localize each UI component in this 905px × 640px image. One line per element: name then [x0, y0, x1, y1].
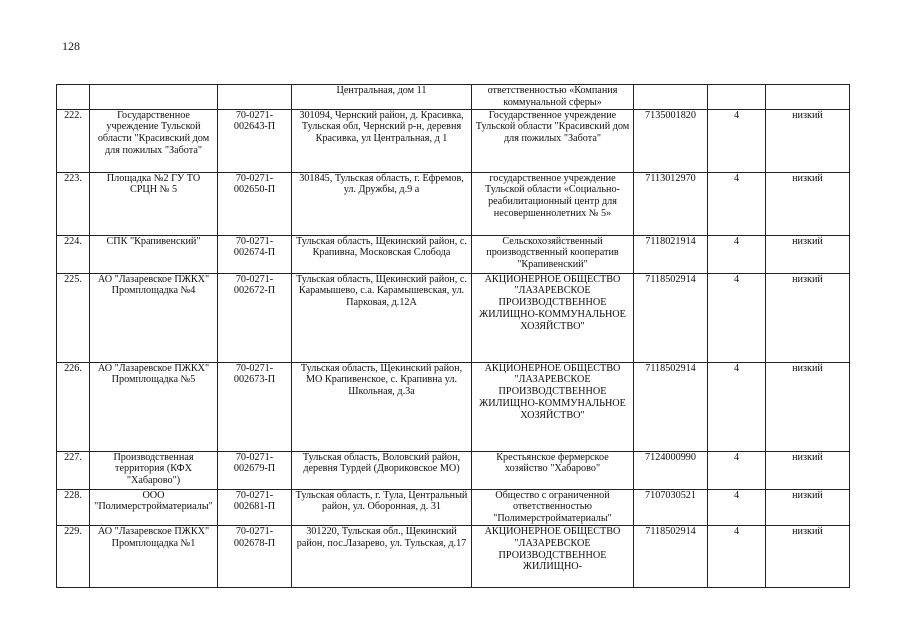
object-name: Площадка №2 ГУ ТО СРЦН № 5: [90, 172, 218, 235]
operator-name: ответственностью «Компания коммунальной сферы»: [472, 85, 634, 110]
object-code: 70-0271-002643-П: [218, 109, 292, 172]
table-row: [57, 273, 850, 362]
object-address: 301845, Тульская область, г. Ефремов, ул. Дружбы, д.9 а: [292, 172, 472, 235]
object-address: 301220, Тульская обл., Щекинский район, пос.Лазарево, ул. Тульская, д.17: [292, 525, 472, 587]
row-number: 224.: [57, 235, 90, 273]
object-name: СПК "Крапивенский": [90, 235, 218, 273]
operator-name: Общество с ограниченной ответственностью "Полимерстройматериалы": [472, 489, 634, 525]
object-address: Тульская область, Щекинский район, с. Карамышево, с.а. Карамышевская, ул. Парковая, д.12А: [292, 273, 472, 362]
row-number: 222.: [57, 109, 90, 172]
operator-name: АКЦИОНЕРНОЕ ОБЩЕСТВО "ЛАЗАРЕВСКОЕ ПРОИЗВОДСТВЕННОЕ ЖИЛИЩНО-КОММУНАЛЬНОЕ ХОЗЯЙСТВО": [472, 273, 634, 362]
object-category: 4: [708, 235, 766, 273]
object-code: 70-0271-002650-П: [218, 172, 292, 235]
object-name: АО "Лазаревское ПЖКХ" Промплощадка №5: [90, 362, 218, 451]
object-category: 4: [708, 109, 766, 172]
object-address: 301094, Чернский район, д. Красивка, Тульская обл, Чернский р-н, деревня Красивка, ул Центральная, д 1: [292, 109, 472, 172]
risk-level: низкий: [766, 451, 850, 489]
operator-name: АКЦИОНЕРНОЕ ОБЩЕСТВО "ЛАЗАРЕВСКОЕ ПРОИЗВОДСТВЕННОЕ ЖИЛИЩНО-: [472, 525, 634, 587]
object-address: Тульская область, г. Тула, Центральный район, ул. Оборонная, д. 31: [292, 489, 472, 525]
registry-table: [56, 84, 850, 588]
object-category: 4: [708, 362, 766, 451]
risk-level: низкий: [766, 109, 850, 172]
object-code: 70-0271-002681-П: [218, 489, 292, 525]
risk-level: [766, 85, 850, 110]
row-number: 227.: [57, 451, 90, 489]
risk-level: низкий: [766, 525, 850, 587]
object-name: АО "Лазаревское ПЖКХ" Промплощадка №1: [90, 525, 218, 587]
table-row: [57, 525, 850, 587]
object-category: 4: [708, 525, 766, 587]
table-row: [57, 489, 850, 525]
row-number: 225.: [57, 273, 90, 362]
table-row: [57, 85, 850, 110]
operator-inn: 7124000990: [634, 451, 708, 489]
row-number: 223.: [57, 172, 90, 235]
object-address: Тульская область, Щекинский район, МО Крапивенское, с. Крапивна ул. Школьная, д.3а: [292, 362, 472, 451]
object-category: 4: [708, 172, 766, 235]
object-code: 70-0271-002674-П: [218, 235, 292, 273]
row-number: 226.: [57, 362, 90, 451]
object-address: Тульская область, Воловский район, деревня Турдей (Двориковское МО): [292, 451, 472, 489]
risk-level: низкий: [766, 235, 850, 273]
risk-level: низкий: [766, 362, 850, 451]
operator-inn: 7113012970: [634, 172, 708, 235]
table-row: [57, 235, 850, 273]
object-name: Производственная территория (КФХ "Хабарово"): [90, 451, 218, 489]
table-body: [57, 85, 850, 588]
risk-level: низкий: [766, 273, 850, 362]
table-row: [57, 451, 850, 489]
table-row: [57, 109, 850, 172]
page-number: 128: [62, 39, 80, 53]
object-name: ООО "Полимерстройматериалы": [90, 489, 218, 525]
operator-inn: 7118502914: [634, 525, 708, 587]
object-category: 4: [708, 273, 766, 362]
object-category: 4: [708, 489, 766, 525]
operator-inn: 7118021914: [634, 235, 708, 273]
operator-inn: [634, 85, 708, 110]
operator-inn: 7135001820: [634, 109, 708, 172]
object-name: [90, 85, 218, 110]
operator-name: АКЦИОНЕРНОЕ ОБЩЕСТВО "ЛАЗАРЕВСКОЕ ПРОИЗВОДСТВЕННОЕ ЖИЛИЩНО-КОММУНАЛЬНОЕ ХОЗЯЙСТВО": [472, 362, 634, 451]
row-number: 228.: [57, 489, 90, 525]
operator-name: Сельскохозяйственный производственный кооператив "Крапивенский": [472, 235, 634, 273]
object-code: 70-0271-002678-П: [218, 525, 292, 587]
operator-inn: 7118502914: [634, 362, 708, 451]
object-code: 70-0271-002672-П: [218, 273, 292, 362]
operator-name: государственное учреждение Тульской области «Социально-реабилитационный центр для несовершеннолетних № 5»: [472, 172, 634, 235]
operator-inn: 7107030521: [634, 489, 708, 525]
object-category: 4: [708, 451, 766, 489]
object-code: 70-0271-002679-П: [218, 451, 292, 489]
object-name: Государственное учреждение Тульской области "Красивский дом для пожилых "Забота": [90, 109, 218, 172]
operator-inn: 7118502914: [634, 273, 708, 362]
table-row: [57, 172, 850, 235]
risk-level: низкий: [766, 172, 850, 235]
row-number: 229.: [57, 525, 90, 587]
risk-level: низкий: [766, 489, 850, 525]
object-category: [708, 85, 766, 110]
object-code: 70-0271-002673-П: [218, 362, 292, 451]
object-address: Центральная, дом 11: [292, 85, 472, 110]
table-row: [57, 362, 850, 451]
operator-name: Крестьянское фермерское хозяйство "Хабарово": [472, 451, 634, 489]
object-code: [218, 85, 292, 110]
operator-name: Государственное учреждение Тульской области "Красивский дом для пожилых "Забота": [472, 109, 634, 172]
object-name: АО "Лазаревское ПЖКХ" Промплощадка №4: [90, 273, 218, 362]
row-number: [57, 85, 90, 110]
object-address: Тульская область, Щекинский район, с. Крапивна, Московская Слобода: [292, 235, 472, 273]
